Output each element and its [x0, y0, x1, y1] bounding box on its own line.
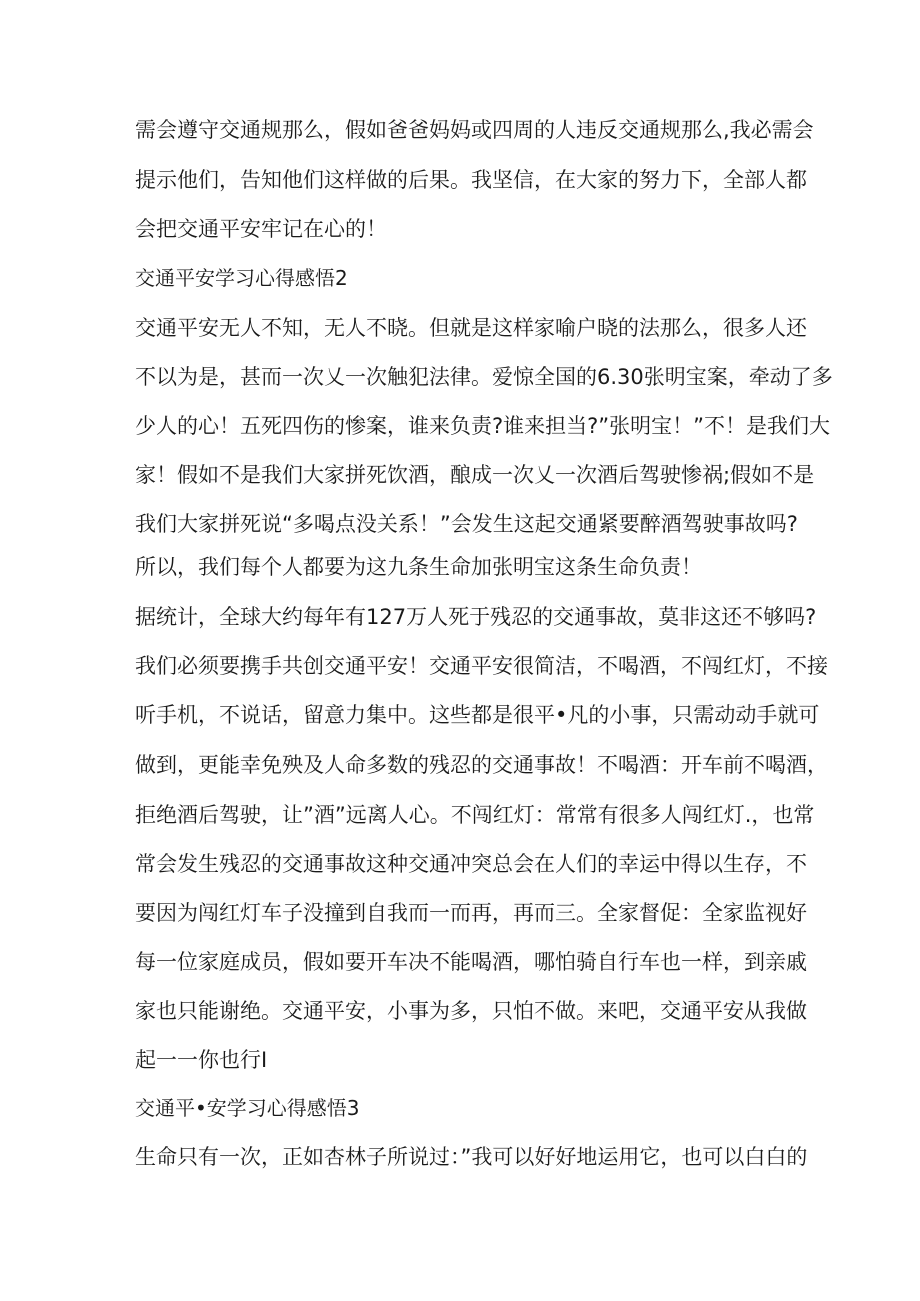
- paragraph-2-line-4: 家！假如不是我们大家拼死饮酒，酿成一次乂一次酒后驾驶惨祸;假如不是: [135, 463, 815, 487]
- paragraph-2-line-1: 交通平安无人不知，无人不晓。但就是这样家喻户晓的法那么，很多人还: [135, 316, 807, 340]
- section-heading-3: 交通平•安学习心得感悟3: [135, 1096, 360, 1120]
- paragraph-1-line-1: 需会遵守交通规那么，假如爸爸妈妈或四周的人违反交通规那么,我必需会: [135, 118, 814, 142]
- paragraph-3-line-1: 据统计，全球大约每年有127万人死于残忍的交通事故，莫非这还不够吗?: [135, 605, 817, 629]
- paragraph-3-line-4: 做到，更能幸免殃及人命多数的残忍的交通事故！不喝酒：开车前不喝酒，: [135, 753, 828, 777]
- section-heading-2: 交通平安学习心得感悟2: [135, 266, 348, 290]
- paragraph-3-line-6: 常会发生残忍的交通事故这种交通冲突总会在人们的幸运中得以生存，不: [135, 852, 807, 876]
- paragraph-3-line-3: 听手机，不说话，留意力集中。这些都是很平•凡的小事，只需动动手就可: [135, 703, 820, 727]
- paragraph-3-line-9: 家也只能谢绝。交通平安，小事为多，只怕不做。来吧，交通平安从我做: [135, 999, 807, 1023]
- paragraph-2-line-3: 少人的心！五死四伤的惨案，谁来负责?谁来担当?”张明宝！”不！是我们大: [135, 414, 831, 438]
- paragraph-2-line-6: 所以，我们每个人都要为这九条生命加张明宝这条生命负责！: [135, 555, 702, 579]
- paragraph-1-line-2: 提示他们，告知他们这样做的后果。我坚信，在大家的努力下，全部人都: [135, 168, 807, 192]
- paragraph-3-line-5: 拒绝酒后驾驶，让”酒”远离人心。不闯红灯：常常有很多人闯红灯.，也常: [135, 803, 815, 827]
- paragraph-1-line-3: 会把交通平安牢记在心的！: [135, 217, 387, 241]
- paragraph-4-line-1: 生命只有一次，正如杏林子所说过：”我可以好好地运用它，也可以白白的: [135, 1145, 808, 1169]
- paragraph-3-line-10: 起一一你也行I: [135, 1048, 268, 1072]
- paragraph-2-line-2: 不以为是，甚而一次乂一次触犯法律。爱惊全国的6.30张明宝案，牵动了多: [135, 365, 833, 389]
- paragraph-3-line-2: 我们必须要携手共创交通平安！交通平安很简洁，不喝酒，不闯红灯，不接: [135, 654, 828, 678]
- paragraph-2-line-5: 我们大家拼死说“多喝点没关系！”会发生这起交通紧要醉酒驾驶事故吗?: [135, 512, 798, 536]
- paragraph-3-line-8: 每一位家庭成员，假如要开车决不能喝酒，哪怕骑自行车也一样，到亲戚: [135, 950, 807, 974]
- paragraph-3-line-7: 要因为闯红灯车子没撞到自我而一而再，再而三。全家督促：全家监视好: [135, 901, 807, 925]
